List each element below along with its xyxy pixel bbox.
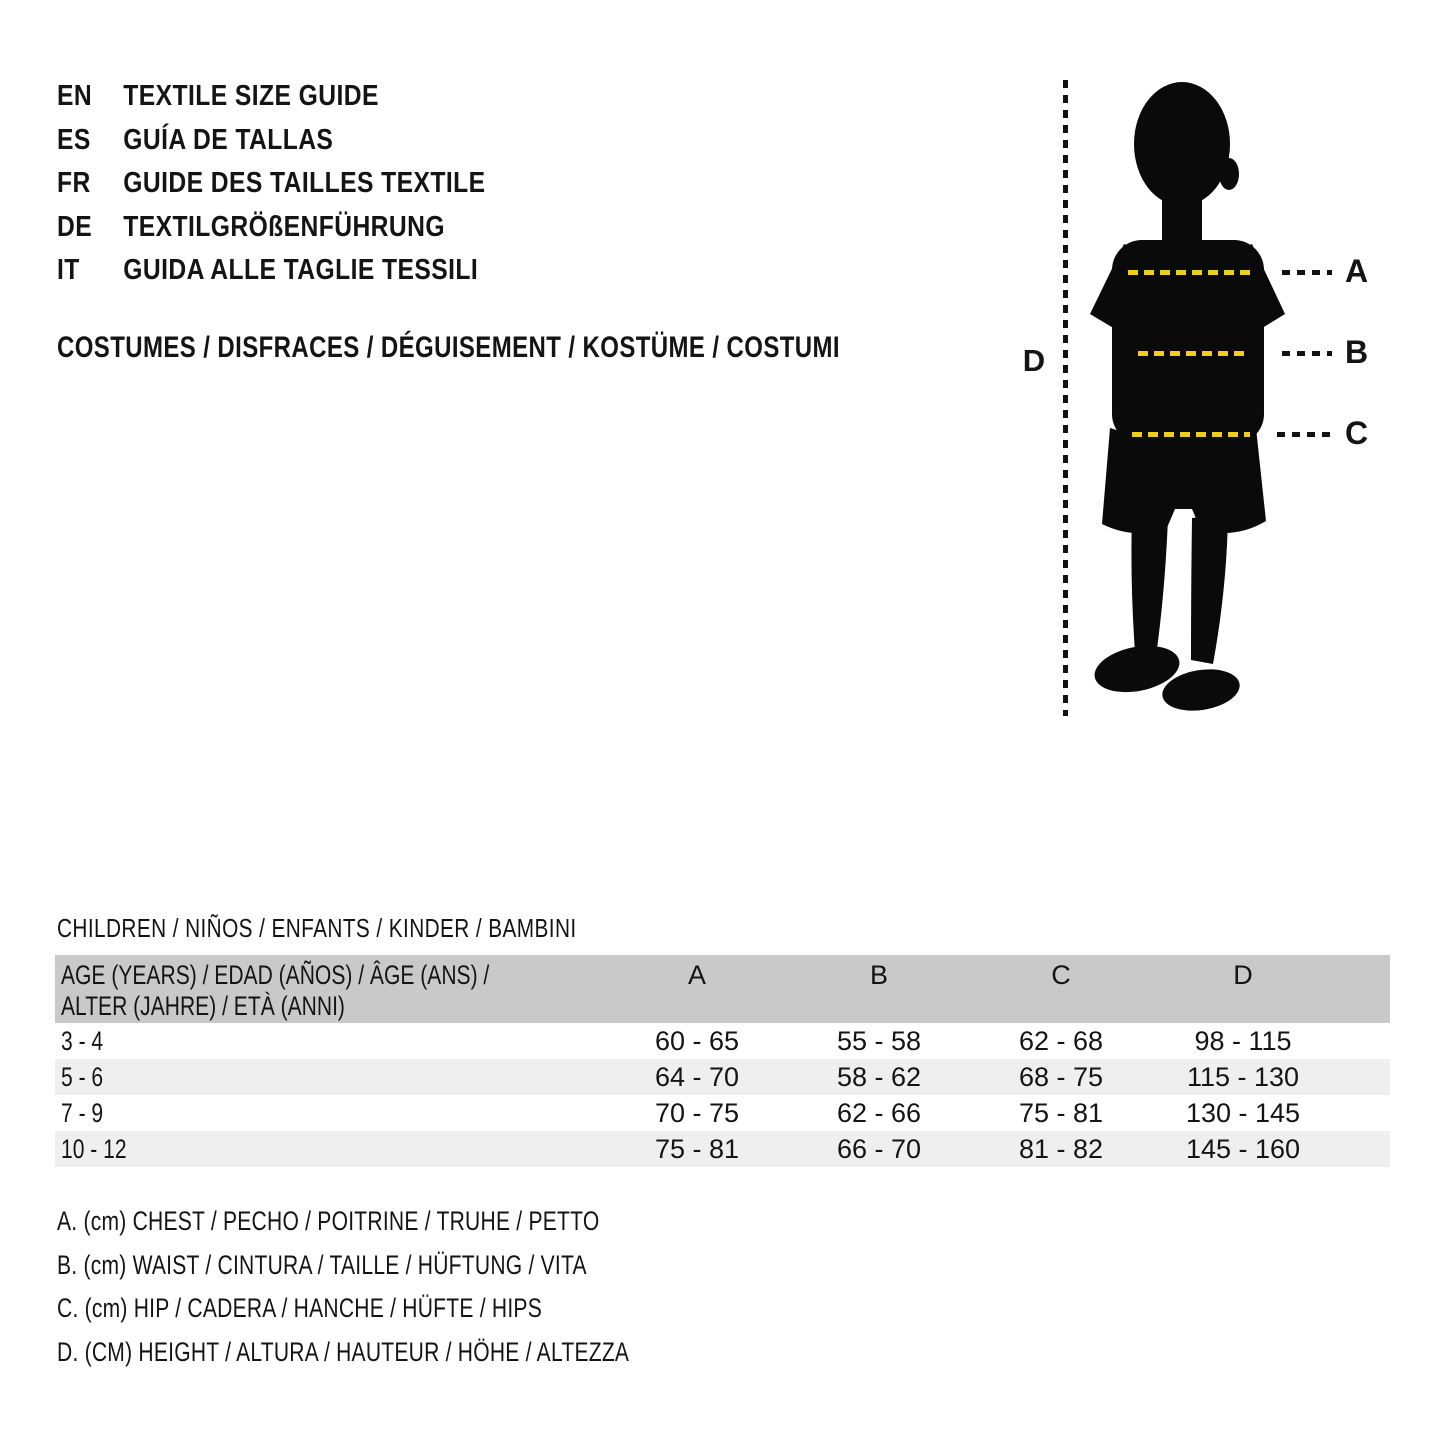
- language-code: EN: [57, 80, 93, 112]
- language-row: [57, 162, 485, 206]
- hip-value: 75 - 81: [1018, 1098, 1104, 1128]
- age-cell: [55, 1023, 606, 1059]
- hip-value: 68 - 75: [1018, 1062, 1104, 1092]
- language-code: IT: [57, 254, 80, 286]
- category-title: COSTUMES / DISFRACES / DÉGUISEMENT / KOSTÜME / COSTUMI: [57, 331, 840, 364]
- chest-label: A: [1345, 253, 1369, 289]
- hip-measure-dash: [1132, 432, 1250, 437]
- column-header-b: B: [869, 960, 888, 990]
- age-value: 3 - 4: [61, 1026, 104, 1056]
- chest-value: 64 - 70: [654, 1062, 740, 1092]
- language-title: TEXTILE SIZE GUIDE: [123, 80, 379, 112]
- language-code: FR: [57, 167, 91, 199]
- waist-measure-dash: [1138, 351, 1244, 356]
- measurement-figure: [1000, 55, 1445, 745]
- age-value: 10 - 12: [61, 1134, 127, 1164]
- row-filler: [1334, 1059, 1390, 1095]
- table-row: [55, 1059, 1390, 1095]
- size-table: [55, 955, 1390, 1167]
- height-value: 98 - 115: [1194, 1026, 1292, 1056]
- height-label: D: [1022, 343, 1046, 378]
- hip-value: 62 - 68: [1018, 1026, 1104, 1056]
- waist-value: 62 - 66: [836, 1098, 922, 1128]
- waist-leader-dash: [1282, 351, 1332, 356]
- chest-value: 75 - 81: [654, 1134, 740, 1164]
- table-row: [55, 1095, 1390, 1131]
- measurement-legend: [57, 1200, 791, 1375]
- hip-leader-dash: [1277, 432, 1332, 437]
- header-filler: [1334, 955, 1390, 1023]
- waist-value: 66 - 70: [836, 1134, 922, 1164]
- section-title-children: CHILDREN / NIÑOS / ENFANTS / KINDER / BAMBINI: [57, 913, 577, 943]
- chest-value: 60 - 65: [654, 1026, 740, 1056]
- column-header-d: D: [1233, 960, 1253, 990]
- table-header-row: [55, 955, 1390, 1023]
- legend-line-chest: A. (cm) CHEST / PECHO / POITRINE / TRUHE / PETTO: [57, 1206, 600, 1236]
- hip-label: C: [1345, 415, 1369, 451]
- row-filler: [1334, 1131, 1390, 1167]
- age-header-line2: ALTER (JAHRE) / ETÀ (ANNI): [61, 991, 345, 1021]
- waist-label: B: [1345, 334, 1369, 370]
- legend-line-waist: B. (cm) WAIST / CINTURA / TAILLE / HÜFTUNG / VITA: [57, 1249, 587, 1280]
- waist-value: 55 - 58: [836, 1026, 922, 1056]
- language-title: GUIDE DES TAILLES TEXTILE: [123, 167, 486, 199]
- language-row: [57, 75, 485, 119]
- language-code: DE: [57, 210, 93, 243]
- child-silhouette: [1080, 62, 1295, 712]
- height-value: 130 - 145: [1185, 1098, 1301, 1128]
- age-header-line1: AGE (YEARS) / EDAD (AÑOS) / ÂGE (ANS) /: [61, 960, 490, 990]
- language-title-list: [57, 75, 561, 293]
- height-value: 115 - 130: [1186, 1062, 1300, 1092]
- column-header-a: A: [687, 960, 706, 990]
- row-filler: [1334, 1023, 1390, 1059]
- language-row: [57, 119, 485, 163]
- waist-value: 58 - 62: [836, 1062, 922, 1092]
- chest-measure-dash: [1128, 270, 1256, 275]
- chest-value: 70 - 75: [654, 1098, 740, 1128]
- language-title: TEXTILGRÖßENFÜHRUNG: [123, 210, 445, 243]
- legend-line-height: D. (CM) HEIGHT / ALTURA / HAUTEUR / HÖHE / ALTEZZA: [57, 1337, 630, 1368]
- chest-leader-dash: [1282, 270, 1332, 275]
- age-value: 5 - 6: [61, 1062, 104, 1092]
- column-header-c: C: [1051, 960, 1071, 990]
- height-value: 145 - 160: [1185, 1134, 1301, 1164]
- age-header-cell: [55, 955, 606, 1023]
- legend-line-hip: C. (cm) HIP / CADERA / HANCHE / HÜFTE / HIPS: [57, 1293, 542, 1324]
- language-code: ES: [57, 123, 91, 156]
- age-cell: [55, 1059, 606, 1095]
- language-title: GUIDA ALLE TAGLIE TESSILI: [123, 254, 479, 286]
- language-row: [57, 206, 485, 250]
- language-row: [57, 249, 485, 293]
- age-cell: [55, 1131, 606, 1167]
- language-title: GUÍA DE TALLAS: [123, 123, 334, 156]
- table-row: [55, 1131, 1390, 1167]
- height-measure-dotted-line: [1063, 80, 1068, 716]
- age-cell: [55, 1095, 606, 1131]
- age-value: 7 - 9: [61, 1098, 104, 1128]
- table-row: [55, 1023, 1390, 1059]
- hip-value: 81 - 82: [1018, 1134, 1104, 1164]
- row-filler: [1334, 1095, 1390, 1131]
